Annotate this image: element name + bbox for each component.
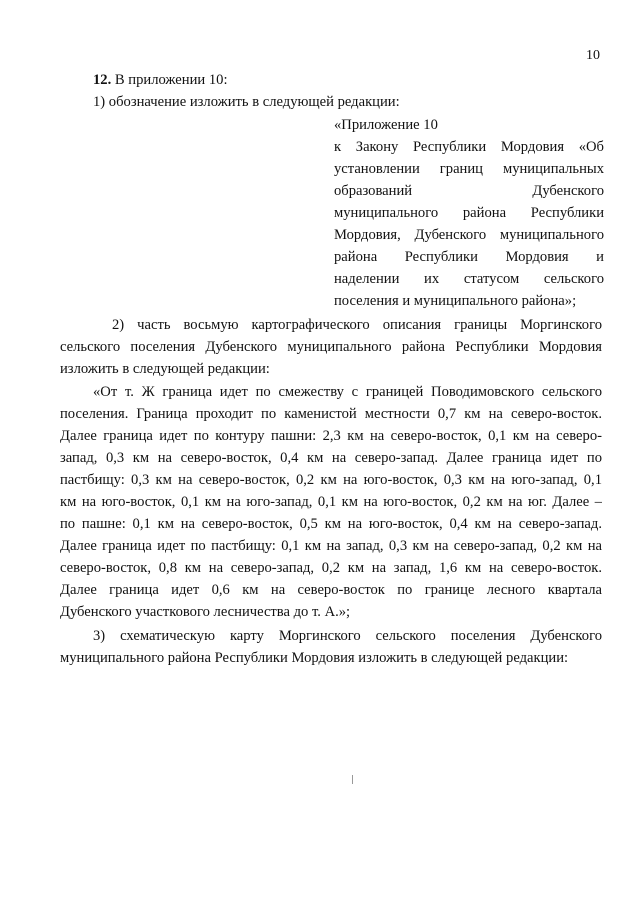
appendix-line: «Приложение 10: [334, 117, 438, 133]
appendix-line: наделении их статусом сельского: [334, 271, 604, 287]
item-12-number: 12.: [93, 72, 112, 88]
subitem-2-line: 2) часть восьмую картографического описания границы Моргинского: [112, 317, 602, 333]
subitem-3-line: 3) схематическую карту Моргинского сельского поселения Дубенского: [93, 628, 602, 644]
quote-line: поселения. Граница проходит по каменистой местности 0,7 км на северо-восток.: [60, 406, 602, 422]
subitem-1: 1) обозначение изложить в следующей редакции:: [93, 94, 400, 110]
subitem-2-line: сельского поселения Дубенского муниципального района Республики Мордовия: [60, 339, 602, 355]
subitem-2-line: изложить в следующей редакции:: [60, 361, 270, 377]
quote-line: Далее граница идет по контуру пашни: 2,3 км на северо-восток, 0,1 км на северо-: [60, 428, 602, 444]
appendix-line: Мордовия, Дубенского муниципального: [334, 227, 604, 243]
quote-line: пастбищу: 0,3 км на северо-восток, 0,2 км на юго-восток, 0,3 км на юго-запад, 0,1: [60, 472, 602, 488]
quote-line: Далее граница идет по пастбищу: 0,1 км на запад, 0,3 км на северо-запад, 0,2 км на: [60, 538, 602, 554]
subitem-3-line: муниципального района Республики Мордовия изложить в следующей редакции:: [60, 650, 569, 666]
quote-line: Далее граница идет 0,6 км на северо-восток по границе лесного квартала: [60, 582, 602, 598]
item-12-text: В приложении 10:: [111, 72, 228, 88]
quote-line: «От т. Ж граница идет по смежеству с границей Поводимовского сельского: [93, 384, 602, 400]
quote-line: северо-восток, 0,8 км на северо-запад, 0,2 км на запад, 1,6 км на северо-восток.: [60, 560, 602, 576]
quote-line: Дубенского участкового лесничества до т. А.»;: [60, 604, 351, 620]
quote-line: км на юго-восток, 0,1 км на юго-запад, 0,1 км на юго-восток, 0,2 км на юг. Далее –: [60, 494, 602, 510]
appendix-line: поселения и муниципального района»;: [334, 293, 577, 309]
appendix-line: муниципального района Республики: [334, 205, 604, 221]
item-12-heading: [93, 72, 228, 89]
appendix-line: района Республики Мордовия и: [334, 249, 604, 265]
quote-line: по пашне: 0,1 км на северо-восток, 0,5 км на юго-восток, 0,4 км на северо-запад.: [60, 516, 602, 532]
scan-speck: [352, 775, 353, 784]
appendix-line: установлении границ муниципальных: [334, 161, 604, 177]
appendix-line: образований Дубенского: [334, 183, 604, 199]
appendix-line: к Закону Республики Мордовия «Об: [334, 139, 604, 155]
page-number: 10: [586, 48, 600, 63]
quote-line: запад, 0,3 км на северо-восток, 0,4 км на северо-запад. Далее граница идет по: [60, 450, 602, 466]
